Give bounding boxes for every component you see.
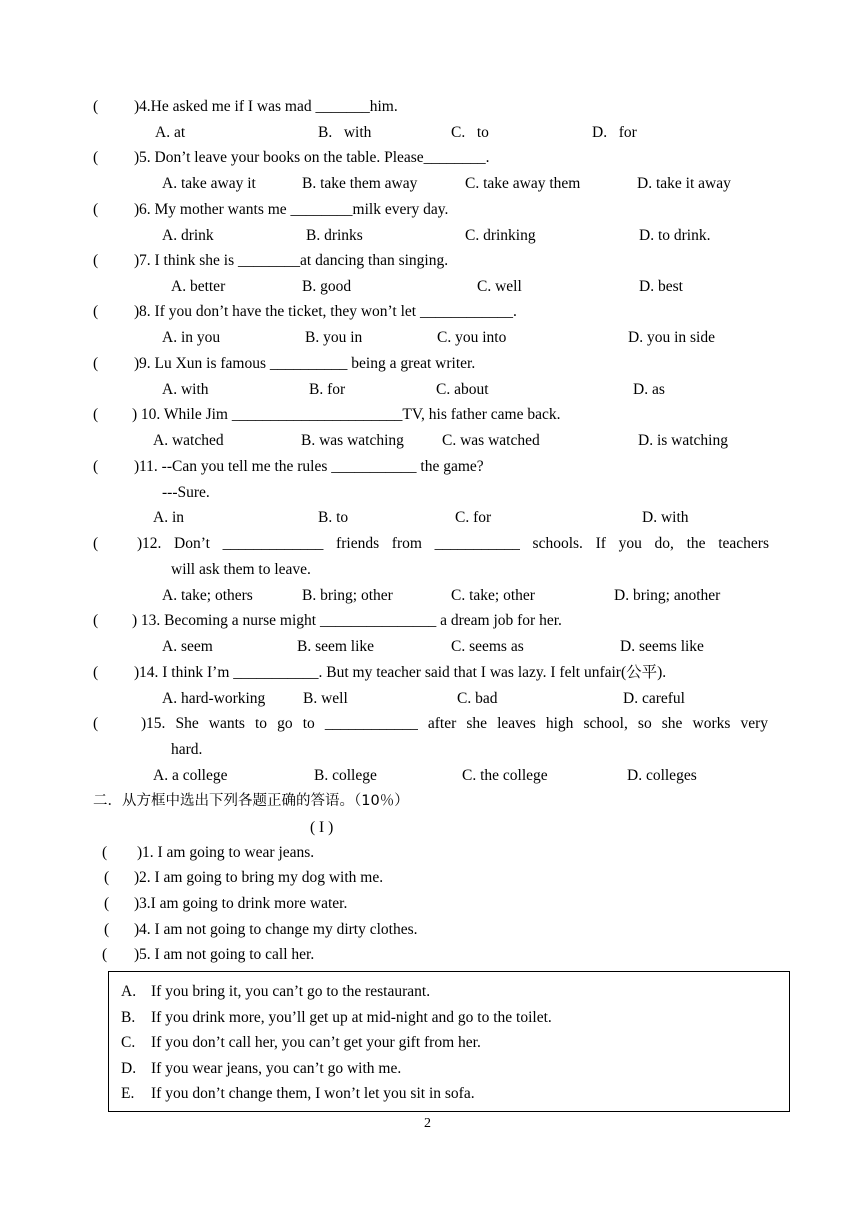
option-d: D. best	[639, 278, 683, 295]
choice-text: If you drink more, you’ll get up at mid-night and go to the toilet.	[151, 1009, 552, 1026]
answer-paren-open: (	[93, 201, 99, 218]
option-d: D. careful	[623, 690, 685, 707]
answer-paren-close: )	[134, 201, 140, 218]
option-c: C. seems as	[451, 638, 524, 655]
answer-paren-open: (	[93, 458, 99, 475]
option-a: A. watched	[153, 432, 224, 449]
answer-choice	[121, 1059, 401, 1079]
option-b: B. good	[302, 278, 352, 295]
answer-paren-close: )	[134, 458, 140, 475]
choice-letter: C.	[121, 1034, 136, 1051]
answer-choice	[121, 1008, 552, 1028]
option-c: C. was watched	[442, 432, 540, 449]
choice-letter: B.	[121, 1009, 136, 1026]
answer-paren-open: (	[93, 535, 99, 552]
option-a: A. in	[153, 509, 184, 526]
option-d: D. colleges	[627, 767, 697, 784]
choice-text: If you don’t change them, I won’t let you sit in sofa.	[151, 1085, 475, 1102]
question-stem: 11. --Can you tell me the rules ___________ the game?	[139, 458, 484, 475]
option-a: A. in you	[162, 329, 221, 346]
answer-paren-close: )	[134, 895, 140, 912]
answer-paren-open: (	[93, 355, 99, 372]
question-stem: 9. Lu Xun is famous __________ being a great writer.	[139, 355, 476, 372]
section-subheading: ( I )	[310, 819, 334, 836]
answer-paren-close: )	[132, 406, 138, 423]
answer-paren-open: (	[104, 869, 110, 886]
answer-paren-close: )	[132, 612, 138, 629]
answer-choices-box	[108, 971, 790, 1112]
option-a: A. take; others	[162, 587, 253, 604]
answer-choice	[121, 1084, 475, 1104]
option-d: D. as	[633, 381, 665, 398]
option-d: D. seems like	[620, 638, 704, 655]
option-b: B. bring; other	[302, 587, 393, 604]
matching-question: 4. I am not going to change my dirty clothes.	[139, 921, 418, 938]
choice-letter: E.	[121, 1085, 135, 1102]
answer-paren-open: (	[102, 844, 108, 861]
answer-paren-open: (	[93, 303, 99, 320]
answer-paren-close: )	[137, 844, 143, 861]
answer-paren-close: )	[137, 535, 143, 552]
option-c: C. the college	[462, 767, 548, 784]
option-d: D. for	[592, 124, 637, 141]
choice-text: If you don’t call her, you can’t get your gift from her.	[151, 1034, 481, 1051]
answer-paren-open: (	[93, 149, 99, 166]
option-c: C. about	[436, 381, 489, 398]
option-c: C. drinking	[465, 227, 536, 244]
matching-question: 1. I am going to wear jeans.	[142, 844, 315, 861]
option-b: B. take them away	[302, 175, 418, 192]
option-c: C. take; other	[451, 587, 535, 604]
answer-paren-open: (	[104, 921, 110, 938]
answer-paren-close: )	[134, 946, 140, 963]
option-c: C. well	[477, 278, 522, 295]
question-stem-continued: hard.	[171, 741, 203, 758]
answer-paren-close: )	[134, 869, 140, 886]
answer-paren-close: )	[134, 252, 140, 269]
section-heading: 二．从方框中选出下列各题正确的答语。（10％）	[93, 793, 409, 809]
option-d: D. is watching	[638, 432, 728, 449]
question-stem: 12. Don’t _____________ friends from ___________ schools. If you do, the teachers	[142, 535, 769, 552]
option-a: A. a college	[153, 767, 228, 784]
option-b: B. well	[303, 690, 348, 707]
option-d: D. you in side	[628, 329, 715, 346]
answer-paren-close: )	[134, 921, 140, 938]
answer-paren-open: (	[102, 946, 108, 963]
answer-choice	[121, 1033, 481, 1053]
answer-paren-open: (	[93, 715, 99, 732]
option-a: A. drink	[162, 227, 214, 244]
choice-letter: D.	[121, 1060, 137, 1077]
answer-paren-close: )	[134, 303, 140, 320]
option-a: A. at	[155, 124, 186, 141]
option-b: B. to	[318, 509, 349, 526]
answer-paren-open: (	[93, 98, 99, 115]
option-a: A. take away it	[162, 175, 256, 192]
answer-paren-close: )	[134, 664, 140, 681]
question-stem: 8. If you don’t have the ticket, they won’t let ____________.	[139, 303, 517, 320]
option-b: B. with	[318, 124, 372, 141]
question-stem: 5. Don’t leave your books on the table. Please________.	[139, 149, 490, 166]
answer-paren-close: )	[134, 98, 140, 115]
question-stem-continued: will ask them to leave.	[171, 561, 311, 578]
page-number: 2	[424, 1116, 431, 1131]
option-b: B. drinks	[306, 227, 363, 244]
option-a: A. with	[162, 381, 209, 398]
option-c: C. for	[455, 509, 492, 526]
choice-letter: A.	[121, 983, 137, 1000]
answer-paren-open: (	[93, 664, 99, 681]
option-c: C. to	[451, 124, 489, 141]
question-stem: 10. While Jim ______________________TV, his father came back.	[137, 406, 561, 423]
answer-paren-open: (	[93, 252, 99, 269]
option-d: D. to drink.	[639, 227, 711, 244]
matching-question: 2. I am going to bring my dog with me.	[139, 869, 384, 886]
option-b: B. for	[309, 381, 346, 398]
option-a: A. hard-working	[162, 690, 266, 707]
answer-choice	[121, 982, 430, 1002]
choice-text: If you bring it, you can’t go to the restaurant.	[151, 983, 431, 1000]
choice-text: If you wear jeans, you can’t go with me.	[151, 1060, 402, 1077]
answer-paren-close: )	[134, 149, 140, 166]
option-d: D. take it away	[637, 175, 731, 192]
answer-paren-open: (	[93, 406, 99, 423]
answer-paren-close: )	[141, 715, 147, 732]
option-b: B. you in	[305, 329, 363, 346]
option-b: B. seem like	[297, 638, 375, 655]
option-c: C. take away them	[465, 175, 581, 192]
question-stem-continued: ---Sure.	[162, 484, 210, 501]
question-stem: 15. She wants to go to ____________ after she leaves high school, so she works very	[146, 715, 768, 732]
option-d: D. with	[642, 509, 689, 526]
option-d: D. bring; another	[614, 587, 721, 604]
option-a: A. seem	[162, 638, 213, 655]
option-c: C. you into	[437, 329, 507, 346]
option-c: C. bad	[457, 690, 498, 707]
matching-question: 5. I am not going to call her.	[139, 946, 315, 963]
question-stem: 14. I think I’m ___________. But my teacher said that I was lazy. I felt unfair(公平).	[139, 664, 667, 681]
answer-paren-open: (	[104, 895, 110, 912]
option-b: B. was watching	[301, 432, 404, 449]
option-b: B. college	[314, 767, 377, 784]
question-stem: 13. Becoming a nurse might _______________ a dream job for her.	[137, 612, 562, 629]
answer-paren-close: )	[134, 355, 140, 372]
answer-paren-open: (	[93, 612, 99, 629]
question-stem: 6. My mother wants me ________milk every day.	[139, 201, 449, 218]
question-stem: 7. I think she is ________at dancing than singing.	[139, 252, 449, 269]
option-a: A. better	[171, 278, 226, 295]
question-stem: 4.He asked me if I was mad _______him.	[139, 98, 398, 115]
matching-question: 3.I am going to drink more water.	[139, 895, 348, 912]
